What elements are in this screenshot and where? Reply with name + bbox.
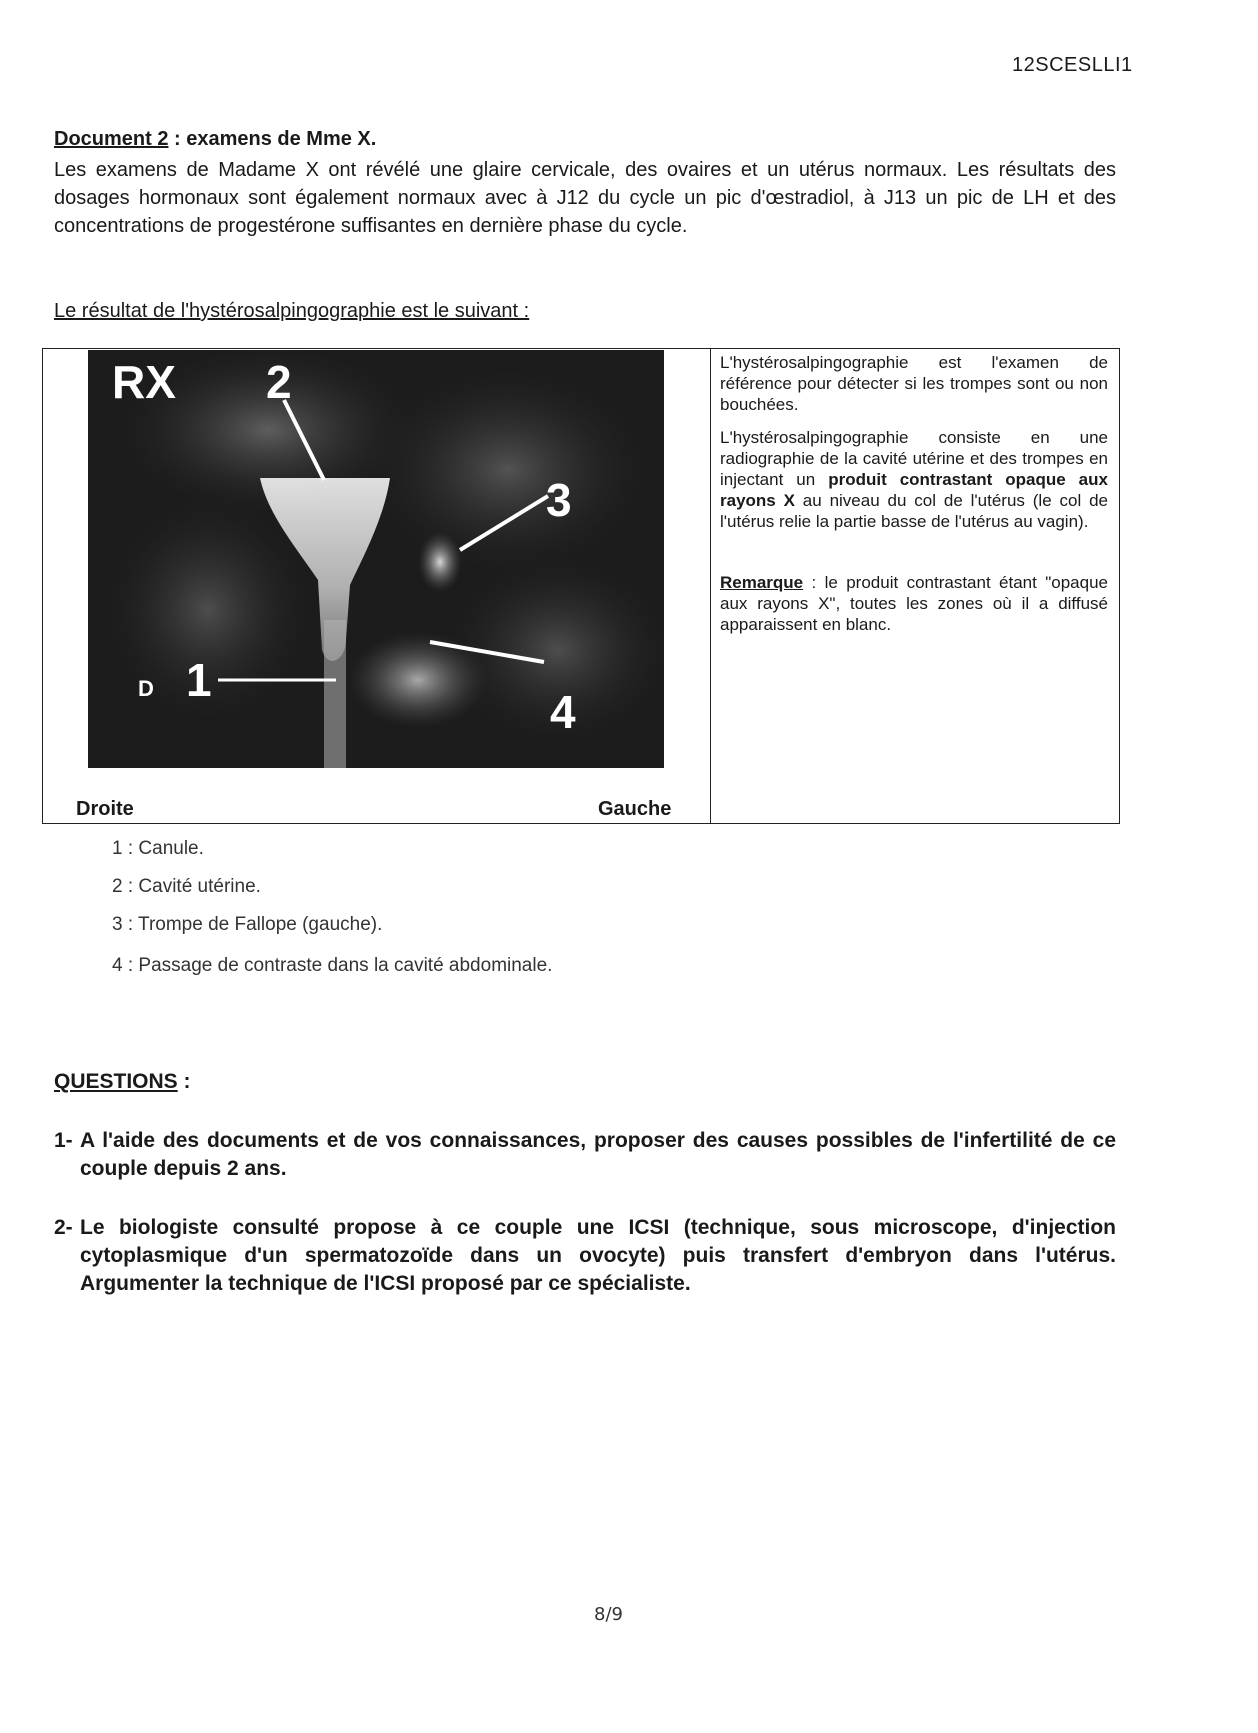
fallopian-tube-shape (418, 532, 462, 592)
remark-paragraph (720, 572, 1108, 635)
page-number: 8/9 (594, 1604, 623, 1625)
xray-label-4: 4 (550, 686, 576, 738)
question-number: 2- (54, 1216, 73, 1239)
legend-item: 1 : Canule. (112, 838, 204, 859)
legend-item: 4 : Passage de contraste dans la cavité abdominale. (112, 955, 553, 976)
xray-label-d: D (138, 676, 154, 701)
legend-item: 3 : Trompe de Fallope (gauche). (112, 914, 383, 935)
explanation-text: au niveau du col de l'utérus (le col de l'utérus relie la partie basse de l'utérus au vagin). (720, 491, 1109, 531)
xray-label-1: 1 (186, 654, 212, 706)
question-text: Le biologiste consulté propose à ce couple une ICSI (technique, sous microscope, d'injection cytoplasmique d'un spermatozoïde dans un ovocyte) puis transfert d'embryon dans l'utérus. Argumenter la technique de l'ICSI proposé par ce spécialiste. (80, 1216, 1116, 1295)
result-title: Le résultat de l'hystérosalpingographie est le suivant : (54, 300, 530, 322)
cannula-shape (324, 620, 346, 768)
questions-heading (54, 1070, 191, 1094)
explanation-paragraph-2 (720, 427, 1108, 532)
xray-graphic (88, 350, 664, 768)
xray-label-2: 2 (266, 356, 292, 408)
explanation-bold: produit contrastant opaque aux rayons X (720, 470, 1108, 510)
explanation-paragraph-1: L'hystérosalpingographie est l'examen de référence pour détecter si les trompes sont ou non bouchées. (720, 353, 1108, 414)
document-title (54, 128, 376, 151)
remark-text: : le produit contrastant étant "opaque aux rayons X", toutes les zones où il a diffusé apparaissent en blanc. (720, 573, 1108, 634)
xray-label-3: 3 (546, 474, 572, 526)
xray-image (88, 350, 664, 768)
abdominal-contrast-shape (348, 632, 488, 728)
xray-label-rx: RX (112, 356, 176, 408)
question-1 (54, 1127, 1116, 1183)
question-2 (54, 1214, 1116, 1298)
question-number: 1- (54, 1129, 73, 1152)
document-code: 12SCESLLI1 (1012, 54, 1133, 76)
explanation-text: L'hystérosalpingographie consiste en une radiographie de la cavité utérine et des trompes en injectant un (720, 428, 1108, 489)
legend-item: 2 : Cavité utérine. (112, 876, 261, 897)
document-title-prefix: Document 2 (54, 128, 169, 150)
figure-explanation (720, 352, 1108, 647)
left-side-label: Droite (76, 798, 134, 820)
xray-haze (358, 360, 658, 580)
document-title-suffix: : examens de Mme X. (168, 128, 377, 150)
figure-divider (710, 348, 711, 824)
intro-paragraph: Les examens de Madame X ont révélé une glaire cervicale, des ovaires et un utérus normaux. Les résultats des dosages hormonaux sont également normaux avec à J12 du cycle un pic d'œstradiol, à J13 un pic de LH et des concentrations de progestérone suffisantes en dernière phase du cycle. (54, 159, 1116, 237)
questions-title-suffix: : (177, 1070, 191, 1093)
questions-title: QUESTIONS (54, 1070, 178, 1093)
question-text: A l'aide des documents et de vos connaissances, proposer des causes possibles de l'infertilité de ce couple depuis 2 ans. (80, 1129, 1116, 1180)
remark-label: Remarque (720, 573, 804, 592)
right-side-label: Gauche (598, 798, 672, 820)
